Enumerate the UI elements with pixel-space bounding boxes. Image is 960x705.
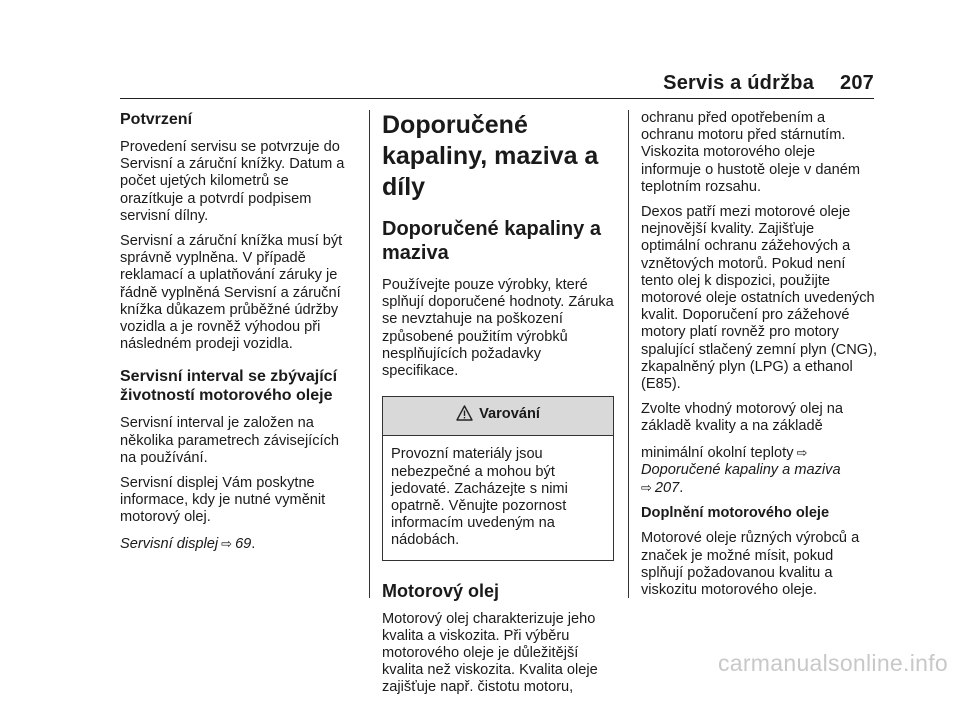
paragraph: Servisní displej Vám poskytne informace, kdy je nutné vyměnit motorový olej. bbox=[120, 475, 326, 526]
cross-reference[interactable] bbox=[641, 462, 877, 497]
heading-oil-topup: Doplnění motorového oleje bbox=[641, 505, 830, 522]
warning-box bbox=[382, 396, 614, 560]
paragraph: Používejte pouze výrobky, které splňují doporučené hodnoty. Záruka se nevztahuje na poškození způsobené použitím výrobků nesplňujících požadavky specifikace. bbox=[382, 277, 614, 380]
subsection-title: Doporučené kapaliny a maziva bbox=[382, 218, 601, 264]
page-header bbox=[660, 72, 874, 95]
reference-page: 207 bbox=[654, 480, 680, 497]
temperature-text: minimální okolní teploty bbox=[641, 444, 794, 461]
column-divider-1 bbox=[369, 110, 370, 598]
reference-text: Doporučené kapaliny a maziva bbox=[641, 461, 841, 478]
column-3 bbox=[641, 110, 877, 607]
header-title: Servis a údržba bbox=[663, 72, 815, 94]
heading-confirmation: Potvrzení bbox=[120, 111, 193, 128]
warning-body bbox=[383, 436, 613, 559]
warning-header bbox=[383, 397, 613, 436]
page-ref-arrow-icon: ⇨ bbox=[641, 480, 652, 496]
column-1 bbox=[120, 110, 356, 561]
page-ref-arrow-icon: ⇨ bbox=[796, 444, 808, 460]
warning-triangle-icon bbox=[456, 405, 473, 426]
paragraph: ochranu před opotřebením a ochranu motoru před stárnutím. Viskozita motorového oleje informuje o hustotě oleje v daném teplotním rozsahu. bbox=[641, 110, 861, 195]
paragraph-temperature bbox=[641, 444, 877, 462]
paragraph: Servisní a záruční knížka musí být správně vyplněna. V případě reklamací a uplatňování záruky je řádně vyplněná Servisní a záruční knížka důkazem průběžné údržby vozidla a je rovněž výhodou při následném prodeji vozidla. bbox=[120, 233, 343, 353]
warning-text: Provozní materiály jsou nebezpečné a mohou být jedovaté. Zacházejte s nimi opatrně. Věnujte pozornost informacím uvedeným na nádobách. bbox=[391, 446, 568, 549]
warning-title: Varování bbox=[479, 406, 540, 423]
paragraph: Dexos patří mezi motorové oleje nejnovější kvality. Zajišťuje optimální ochranu zážehových a vznětových motorů. Pokud není tento olej k dispozici, použijte motorové oleje ostatních uvedených kvalit. Doporučení pro zážehové motory platí rovněž pro motory spalující stlačený zemní plyn (CNG), zkapalněný plyn (LPG) a ethanol (E85). bbox=[641, 204, 878, 393]
page-ref-arrow-icon: ⇨ bbox=[221, 535, 233, 551]
header-divider bbox=[120, 98, 874, 99]
page-number: 207 bbox=[840, 72, 874, 94]
paragraph: Motorové oleje různých výrobců a značek je možné mísit, pokud splňují požadovanou kvalitu a viskozitu motorového oleje. bbox=[641, 530, 860, 599]
watermark: carmanualsonline.info bbox=[717, 650, 948, 676]
section-title: Doporučené kapaliny, maziva a díly bbox=[382, 111, 599, 201]
column-2 bbox=[382, 110, 618, 705]
reference-suffix: . bbox=[679, 480, 684, 497]
heading-service-interval: Servisní interval se zbývající životností motorového oleje bbox=[120, 368, 338, 405]
reference-suffix: . bbox=[251, 535, 256, 552]
column-divider-2 bbox=[628, 110, 629, 598]
paragraph: Motorový olej charakterizuje jeho kvalita a viskozita. Při výběru motorového oleje je důležitější kvalita než viskozita. Kvalita oleje zajišťuje např. čistotu motoru, bbox=[382, 610, 598, 696]
paragraph: Provedení servisu se potvrzuje do Servisní a záruční knížky. Datum a počet ujetých kilometrů se orazítkuje a potvrdí podpisem servisní dílny. bbox=[120, 139, 345, 224]
cross-reference[interactable] bbox=[120, 535, 356, 553]
heading-engine-oil: Motorový olej bbox=[382, 580, 500, 601]
reference-page: 69 bbox=[235, 535, 252, 552]
paragraph: Servisní interval je založen na několika parametrech závisejících na používání. bbox=[120, 415, 340, 466]
paragraph: Zvolte vhodný motorový olej na základě kvality a na základě bbox=[641, 401, 843, 435]
reference-text: Servisní displej bbox=[120, 535, 219, 552]
